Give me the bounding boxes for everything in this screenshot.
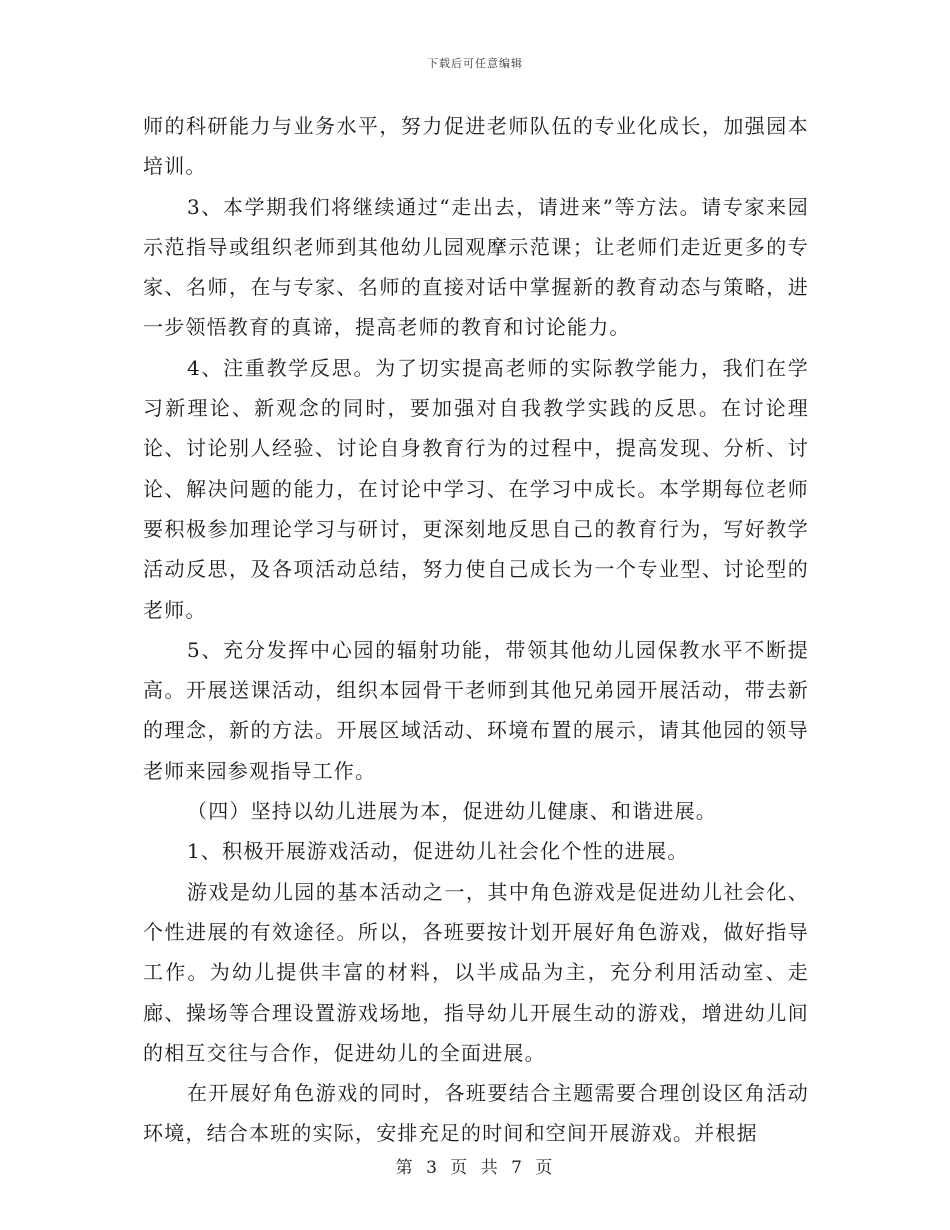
paragraph-5: 游戏是幼儿园的基本活动之一，其中角色游戏是促进幼儿社会化、个性进展的有效途径。所以，各班要按计划开展好角色游戏，做好指导工作。为幼儿提供丰富的材料，以半成品为主，充分利用活动室、走廊、操场等合理设置游戏场地，指导幼儿开展生动的游戏，增进幼儿间的相互交往与合作，促进幼儿的全面进展。	[143, 879, 809, 1065]
subsection-heading-1: 1、积极开展游戏活动，促进幼儿社会化个性的进展。	[187, 839, 689, 864]
section-heading-4: （四）坚持以幼儿进展为本，促进幼儿健康、和谐进展。	[187, 799, 717, 824]
page-number-footer: 第 3 页 共 7 页	[395, 1158, 555, 1178]
paragraph-1: 师的科研能力与业务水平，努力促进老师队伍的专业化成长，加强园本培训。	[143, 114, 809, 179]
page-header-note: 下载后可任意编辑	[427, 57, 523, 70]
paragraph-4: 5、充分发挥中心园的辐射功能，带领其他幼儿园保教水平不断提高。开展送课活动，组织本园骨干老师到其他兄弟园开展活动，带去新的理念，新的方法。开展区域活动、环境布置的展示，请其他园的领导老师来园参观指导工作。	[143, 637, 809, 783]
paragraph-6: 在开展好角色游戏的同时，各班要结合主题需要合理创设区角活动环境，结合本班的实际，安排充足的时间和空间开展游戏。并根据	[143, 1081, 809, 1146]
document-body	[143, 106, 809, 1154]
paragraph-2: 3、本学期我们将继续通过“走出去，请进来”等方法。请专家来园示范指导或组织老师到其他幼儿园观摩示范课；让老师们走近更多的专家、名师，在与专家、名师的直接对话中掌握新的教育动态与策略，进一步领悟教育的真谛，提高老师的教育和讨论能力。	[143, 194, 809, 340]
paragraph-3: 4、注重教学反思。为了切实提高老师的实际教学能力，我们在学习新理论、新观念的同时，要加强对自我教学实践的反思。在讨论理论、讨论别人经验、讨论自身教育行为的过程中，提高发现、分析、讨论、解决问题的能力，在讨论中学习、在学习中成长。本学期每位老师要积极参加理论学习与研讨，更深刻地反思自己的教育行为，写好教学活动反思，及各项活动总结，努力使自己成长为一个专业型、讨论型的老师。	[143, 355, 809, 622]
